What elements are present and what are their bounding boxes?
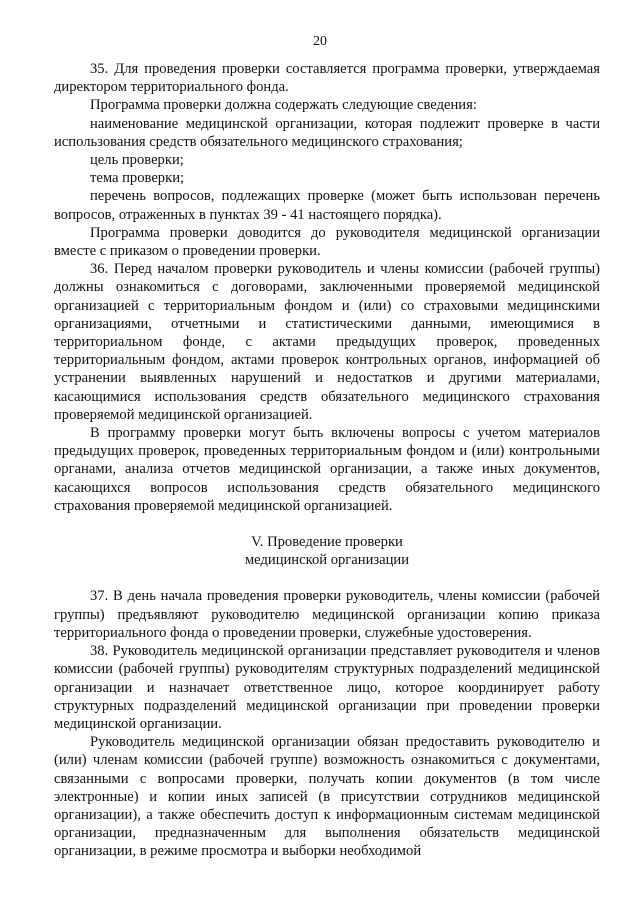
list-item-goal: цель проверки; (90, 152, 184, 169)
paragraph-35: 35. Для проведения проверки составляется программа проверки, утверждаемая директором территориального фонда. (54, 61, 600, 96)
paragraph-program-delivery: Программа проверки доводится до руководителя медицинской организации вместе с приказом о проведении проверки. (54, 224, 600, 260)
section-heading-line-1: V. Проведение проверки (251, 534, 403, 551)
paragraph-38: 38. Руководитель медицинской организации представляет руководителя и членов комиссии (рабочей группы) руководителям структурных подразделений медицинской организации и назначает ответственное лицо, которое координирует работу структурных подразделений медицинской организации при проведении проверки медицинской организации. (54, 643, 600, 732)
list-item-questions: перечень вопросов, подлежащих проверке (может быть использован перечень вопросов, отраженных в пунктах 39 - 41 настоящего порядка). (54, 188, 600, 223)
paragraph-program-contents: Программа проверки должна содержать следующие сведения: (90, 97, 477, 114)
list-item-topic: тема проверки; (90, 170, 185, 187)
paragraph-37: 37. В день начала проведения проверки руководитель, члены комиссии (рабочей группы) предъявляют руководителю медицинской организации копию приказа территориального фонда о проведении проверки, служебные удостоверения. (54, 588, 600, 641)
paragraph-program-questions: В программу проверки могут быть включены вопросы с учетом материалов предыдущих проверок, проведенных территориальным фондом и (или) контрольными органами, анализа отчетов медицинской организации, а также иных документов, касающихся вопросов использования средств обязательного медицинского страхования проверяемой медицинской организацией. (54, 425, 600, 514)
section-heading (54, 533, 600, 569)
paragraph-36: 36. Перед началом проверки руководитель и члены комиссии (рабочей группы) должны ознакомиться с договорами, заключенными проверяемой медицинской организацией с территориальным фондом и (или) со страховыми медицинскими организациями, отчетными и статистическими данными, имеющимися в территориальном фонде, с актами предыдущих проверок, проведенных территориальным фондом, актами проверок контрольных органов, информацией об устранении выявленных нарушений и недостатков и другими материалами, касающимися использования средств обязательного медицинского страхования проверяемой медицинской организацией. (54, 261, 600, 423)
page-number: 20 (313, 34, 327, 49)
paragraph-access-obligation: Руководитель медицинской организации обязан предоставить руководителю и (или) членам комиссии (рабочей группе) возможность ознакомиться с документами, связанными с вопросами проверки, получать копии документов (в том числе электронные) и копии иных записей (в присутствии сотрудников медицинской организации), а также обеспечить доступ к информационным системам медицинской организации, предназначенным для выполнения обязательств медицинской организации, в режиме просмотра и выборки необходимой (54, 734, 600, 860)
document-body (54, 60, 600, 861)
section-heading-line-2: медицинской организации (244, 552, 410, 569)
list-item-organization-name: наименование медицинской организации, которая подлежит проверке в части использования средств обязательного медицинского страхования; (54, 115, 600, 150)
